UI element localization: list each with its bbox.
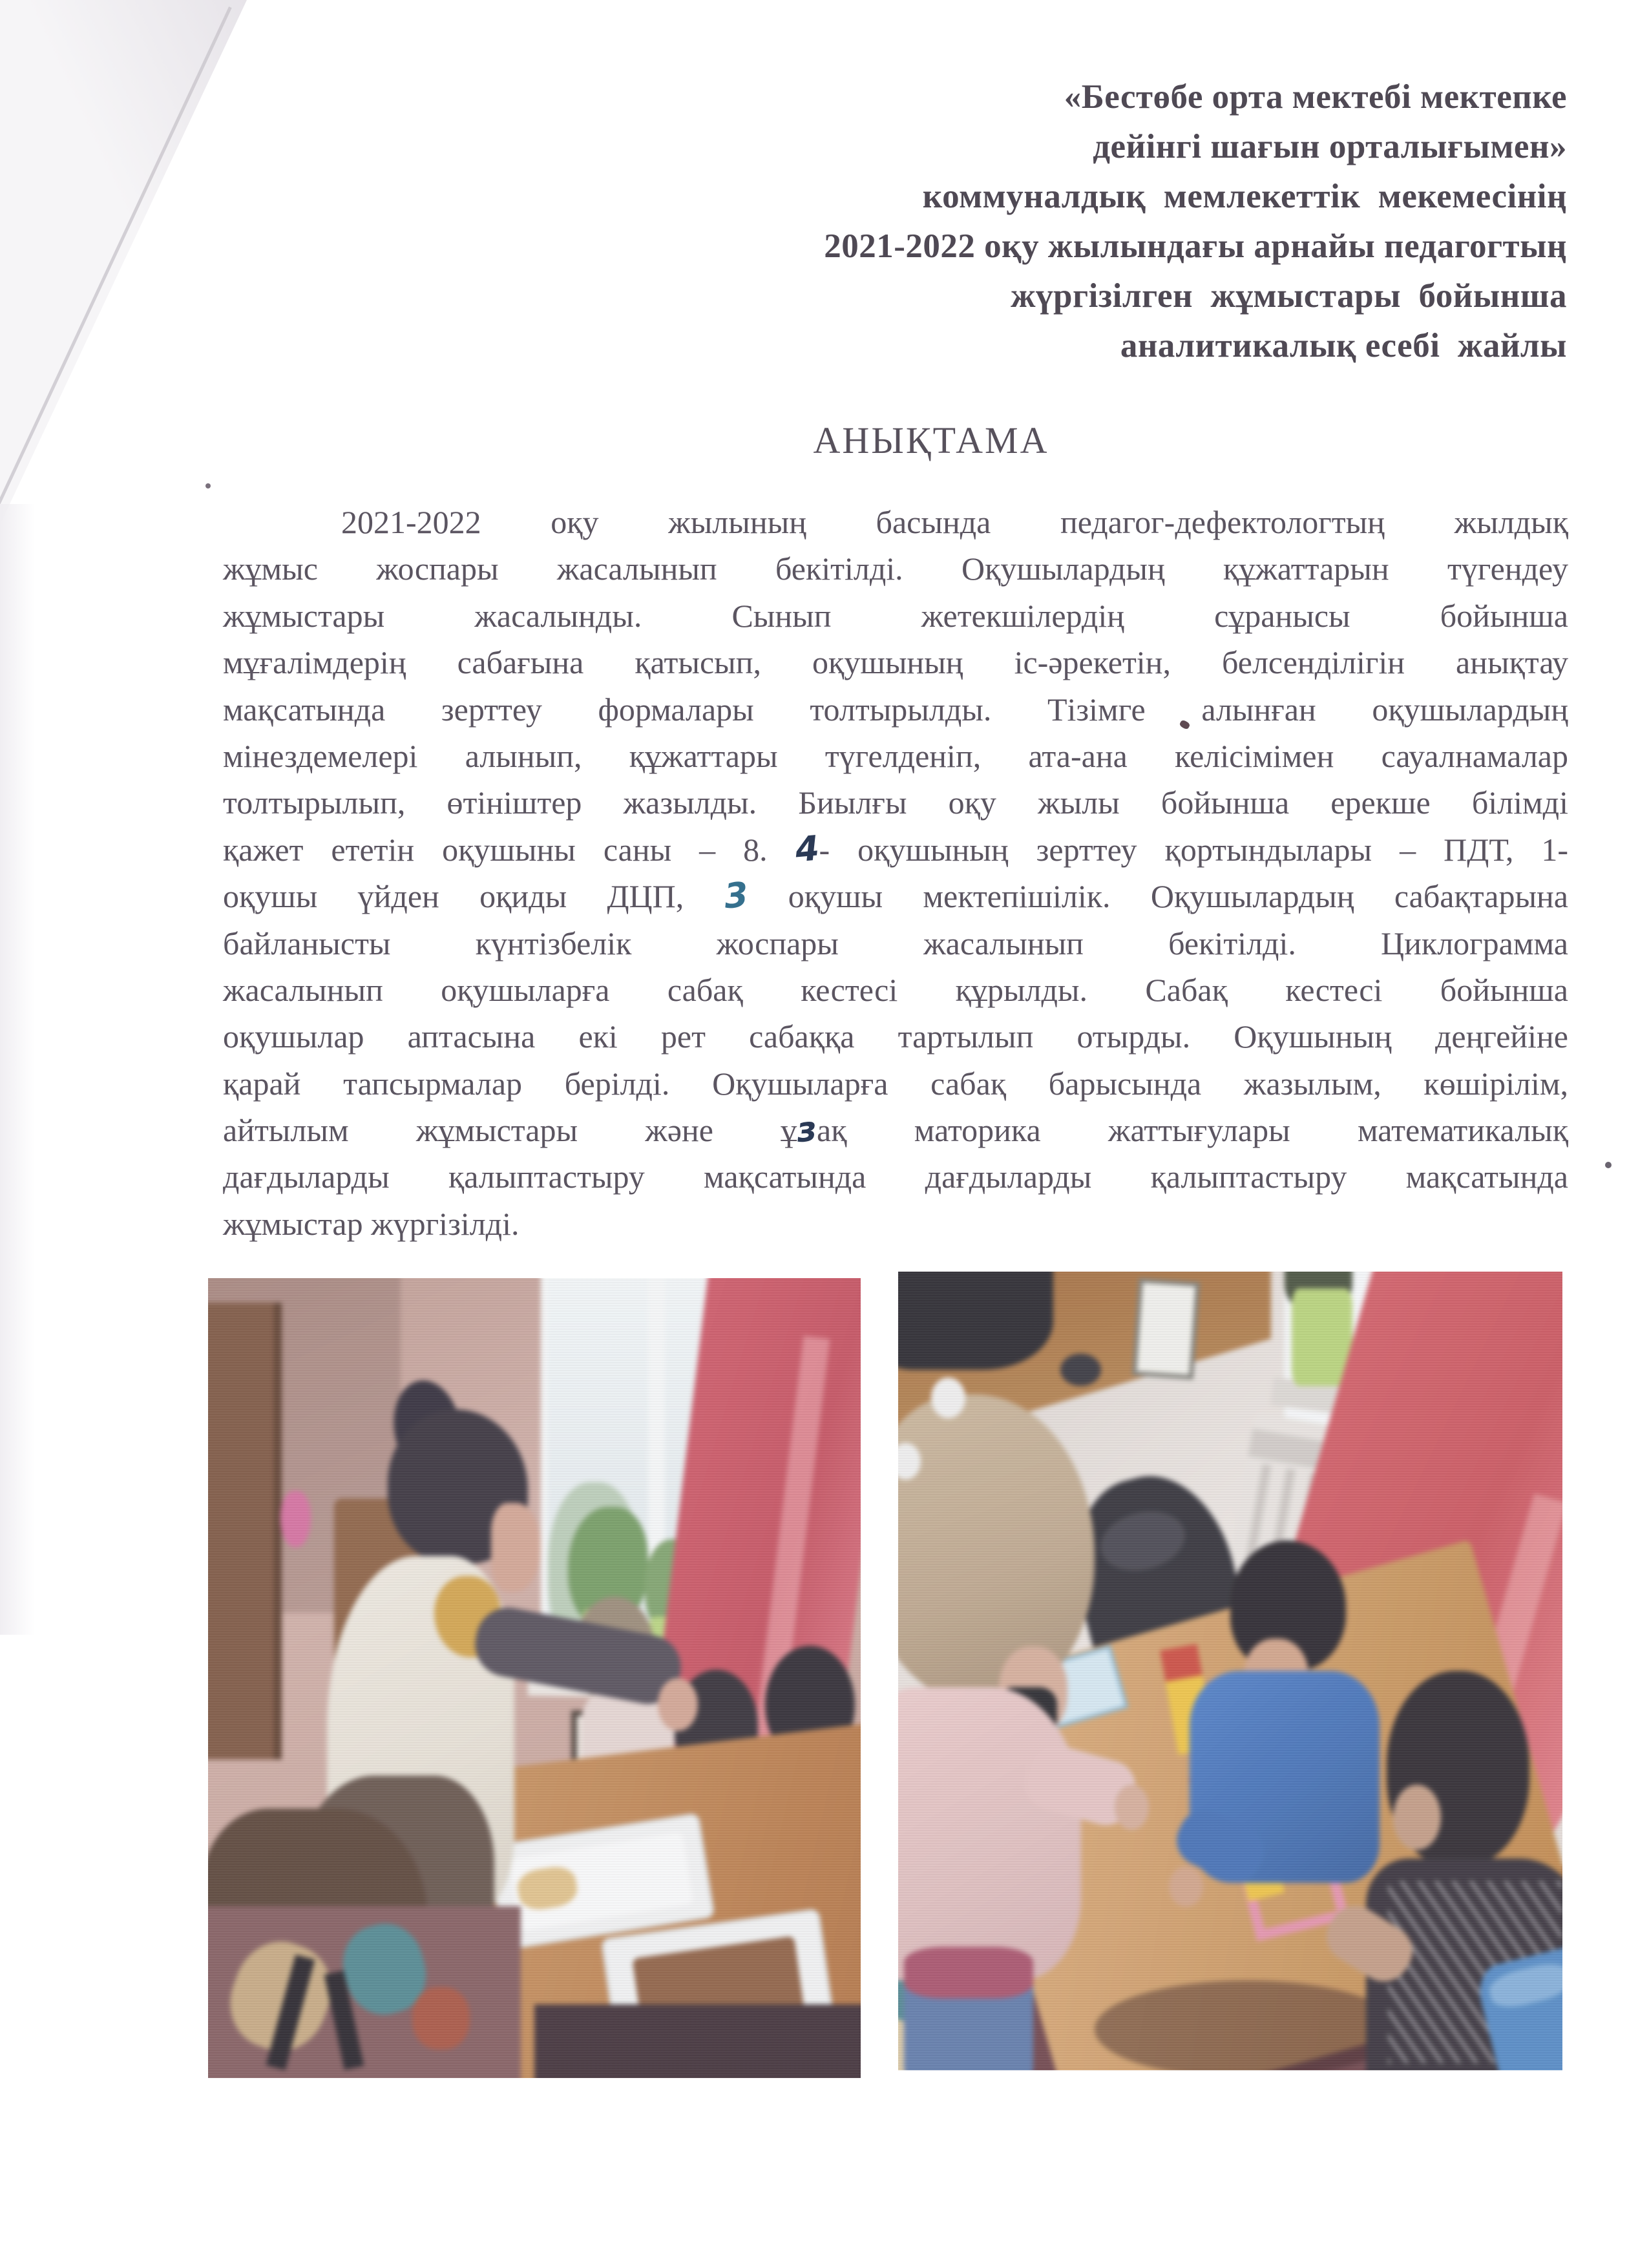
pink-wall-toy <box>280 1491 311 1548</box>
printed-text: жұмыстар жүргізілді. <box>223 1205 520 1242</box>
pen-correction: 3 <box>722 875 750 917</box>
jeans-patterned-waistband <box>904 1947 1033 1998</box>
photo-left-scene <box>208 1278 861 2078</box>
header-line: аналитикалық есебі жайлы <box>1120 327 1567 364</box>
body-line <box>223 686 1568 733</box>
under-desk-shadow <box>534 2004 861 2078</box>
left-margin-shade <box>0 504 35 1635</box>
chair-highlight <box>1486 1959 1562 2012</box>
body-line <box>223 545 1568 592</box>
header-line: дейінгі шағын орталығымен» <box>1093 128 1567 165</box>
printed-text: толтырылып, өтініштер жазылды. Биылғы оқу жылы бойынша ерекше білімді <box>223 784 1568 821</box>
printed-text: мұғалімдерің сабағына қатысып, оқушының іс-әрекетін, белсенділігін анықтау <box>223 644 1568 681</box>
pen-correction: з <box>795 1109 819 1151</box>
printed-text: дағдыларды қалыптастыру мақсатында дағдыларды қалыптастыру мақсатында <box>223 1159 1568 1195</box>
header-line: «Бестөбе орта мектебі мектепке <box>1064 78 1567 116</box>
girl-pink-jacket <box>898 1687 1081 1980</box>
boy-hand <box>1169 1866 1203 1907</box>
document-title: АНЫҚТАМА <box>813 419 1049 461</box>
report-header <box>824 72 1567 371</box>
body-line <box>223 1013 1568 1060</box>
body-line <box>223 593 1568 639</box>
printed-text: оқушылар аптасына екі рет сабаққа тартылып отырды. Оқушының деңгейіне <box>223 1018 1568 1055</box>
red-block-cap <box>1161 1644 1203 1681</box>
photo-fine-motor-activity <box>208 1278 861 2078</box>
printed-text: жасалынып оқушыларға сабақ кестесі құрылды. Сабақ кестесі бойынша <box>223 971 1568 1008</box>
ink-speck <box>1605 1162 1612 1168</box>
printed-text: ақ маторика жаттығулары математикалық <box>817 1112 1568 1149</box>
computer-mouse <box>1060 1354 1101 1386</box>
white-hair-tie <box>931 1378 965 1418</box>
header-line: 2021-2022 оқу жылындағы арнайы педагогтың <box>824 227 1567 265</box>
header-line: жүргізілген жұмыстары бойынша <box>1011 277 1567 315</box>
patterned-carpet <box>208 1906 521 2078</box>
ink-speck <box>205 483 211 488</box>
girl-hand <box>1115 1785 1149 1829</box>
small-framed-card <box>1132 1278 1200 1380</box>
dark-bag-on-desk <box>898 1272 1053 1370</box>
body-line <box>223 639 1568 686</box>
body-line <box>223 733 1568 779</box>
printed-text: жұмыс жоспары жасалынып бекітілді. Оқушылардың құжаттарын түгендеу <box>223 551 1568 587</box>
carpet-ornament <box>412 1987 470 2050</box>
report-body <box>223 499 1568 1247</box>
body-line <box>223 499 1568 545</box>
body-line <box>223 920 1568 967</box>
header-line: коммуналдық мемлекеттік мекемесінің <box>922 178 1567 215</box>
printed-text: жұмыстары жасалынды. Сынып жетекшілердің сұранысы бойынша <box>223 597 1568 634</box>
body-line <box>223 1107 1568 1153</box>
body-line <box>223 1060 1568 1107</box>
chair-highlight <box>1094 1503 1191 1579</box>
cabinet <box>208 1303 282 1759</box>
teacher-hand <box>658 1678 698 1731</box>
body-line <box>223 1201 1568 1247</box>
printed-text: оқушы мектепішілік. Оқушылардың сабақтарына <box>748 878 1568 915</box>
pen-correction: 4 <box>793 828 821 870</box>
body-line <box>223 779 1568 826</box>
body-line <box>223 873 1568 919</box>
printed-text: айтылым жұмыстары және ұ <box>223 1112 797 1149</box>
girl-jeans <box>904 1964 1033 2070</box>
boy-face-profile <box>1393 1785 1441 1850</box>
printed-text: байланысты күнтізбелік жоспары жасалынып бекітілді. Циклограмма <box>223 925 1568 961</box>
printed-text: қажет ететін оқушыны саны – 8. <box>223 831 795 868</box>
printed-text: - оқушының зерттеу қортындылары – ПДТ, 1- <box>819 831 1568 868</box>
printed-text: оқушы үйден оқиды ДЦП, <box>223 878 724 915</box>
page-corner-fold-artifact <box>0 0 247 525</box>
body-line <box>223 1153 1568 1200</box>
photo-block-building-activity <box>898 1272 1562 2070</box>
printed-text: қарай тапсырмалар берілді. Оқушыларға сабақ барысында жазылым, көшірілім, <box>223 1065 1568 1102</box>
under-table-shadow <box>1095 1980 1400 2070</box>
photo-right-scene <box>898 1272 1562 2070</box>
body-line <box>223 967 1568 1013</box>
printed-text: мақсатында зерттеу формалары толтырылды. Тізімге алынған оқушылардың <box>223 691 1568 728</box>
body-line <box>223 826 1568 873</box>
printed-text: 2021-2022 оқу жылының басында педагог-дефектологтың жылдық <box>341 504 1568 540</box>
printed-text: мінездемелері алынып, құжаттары түгелденіп, ата-ана келісімімен сауалнамалар <box>223 737 1568 774</box>
